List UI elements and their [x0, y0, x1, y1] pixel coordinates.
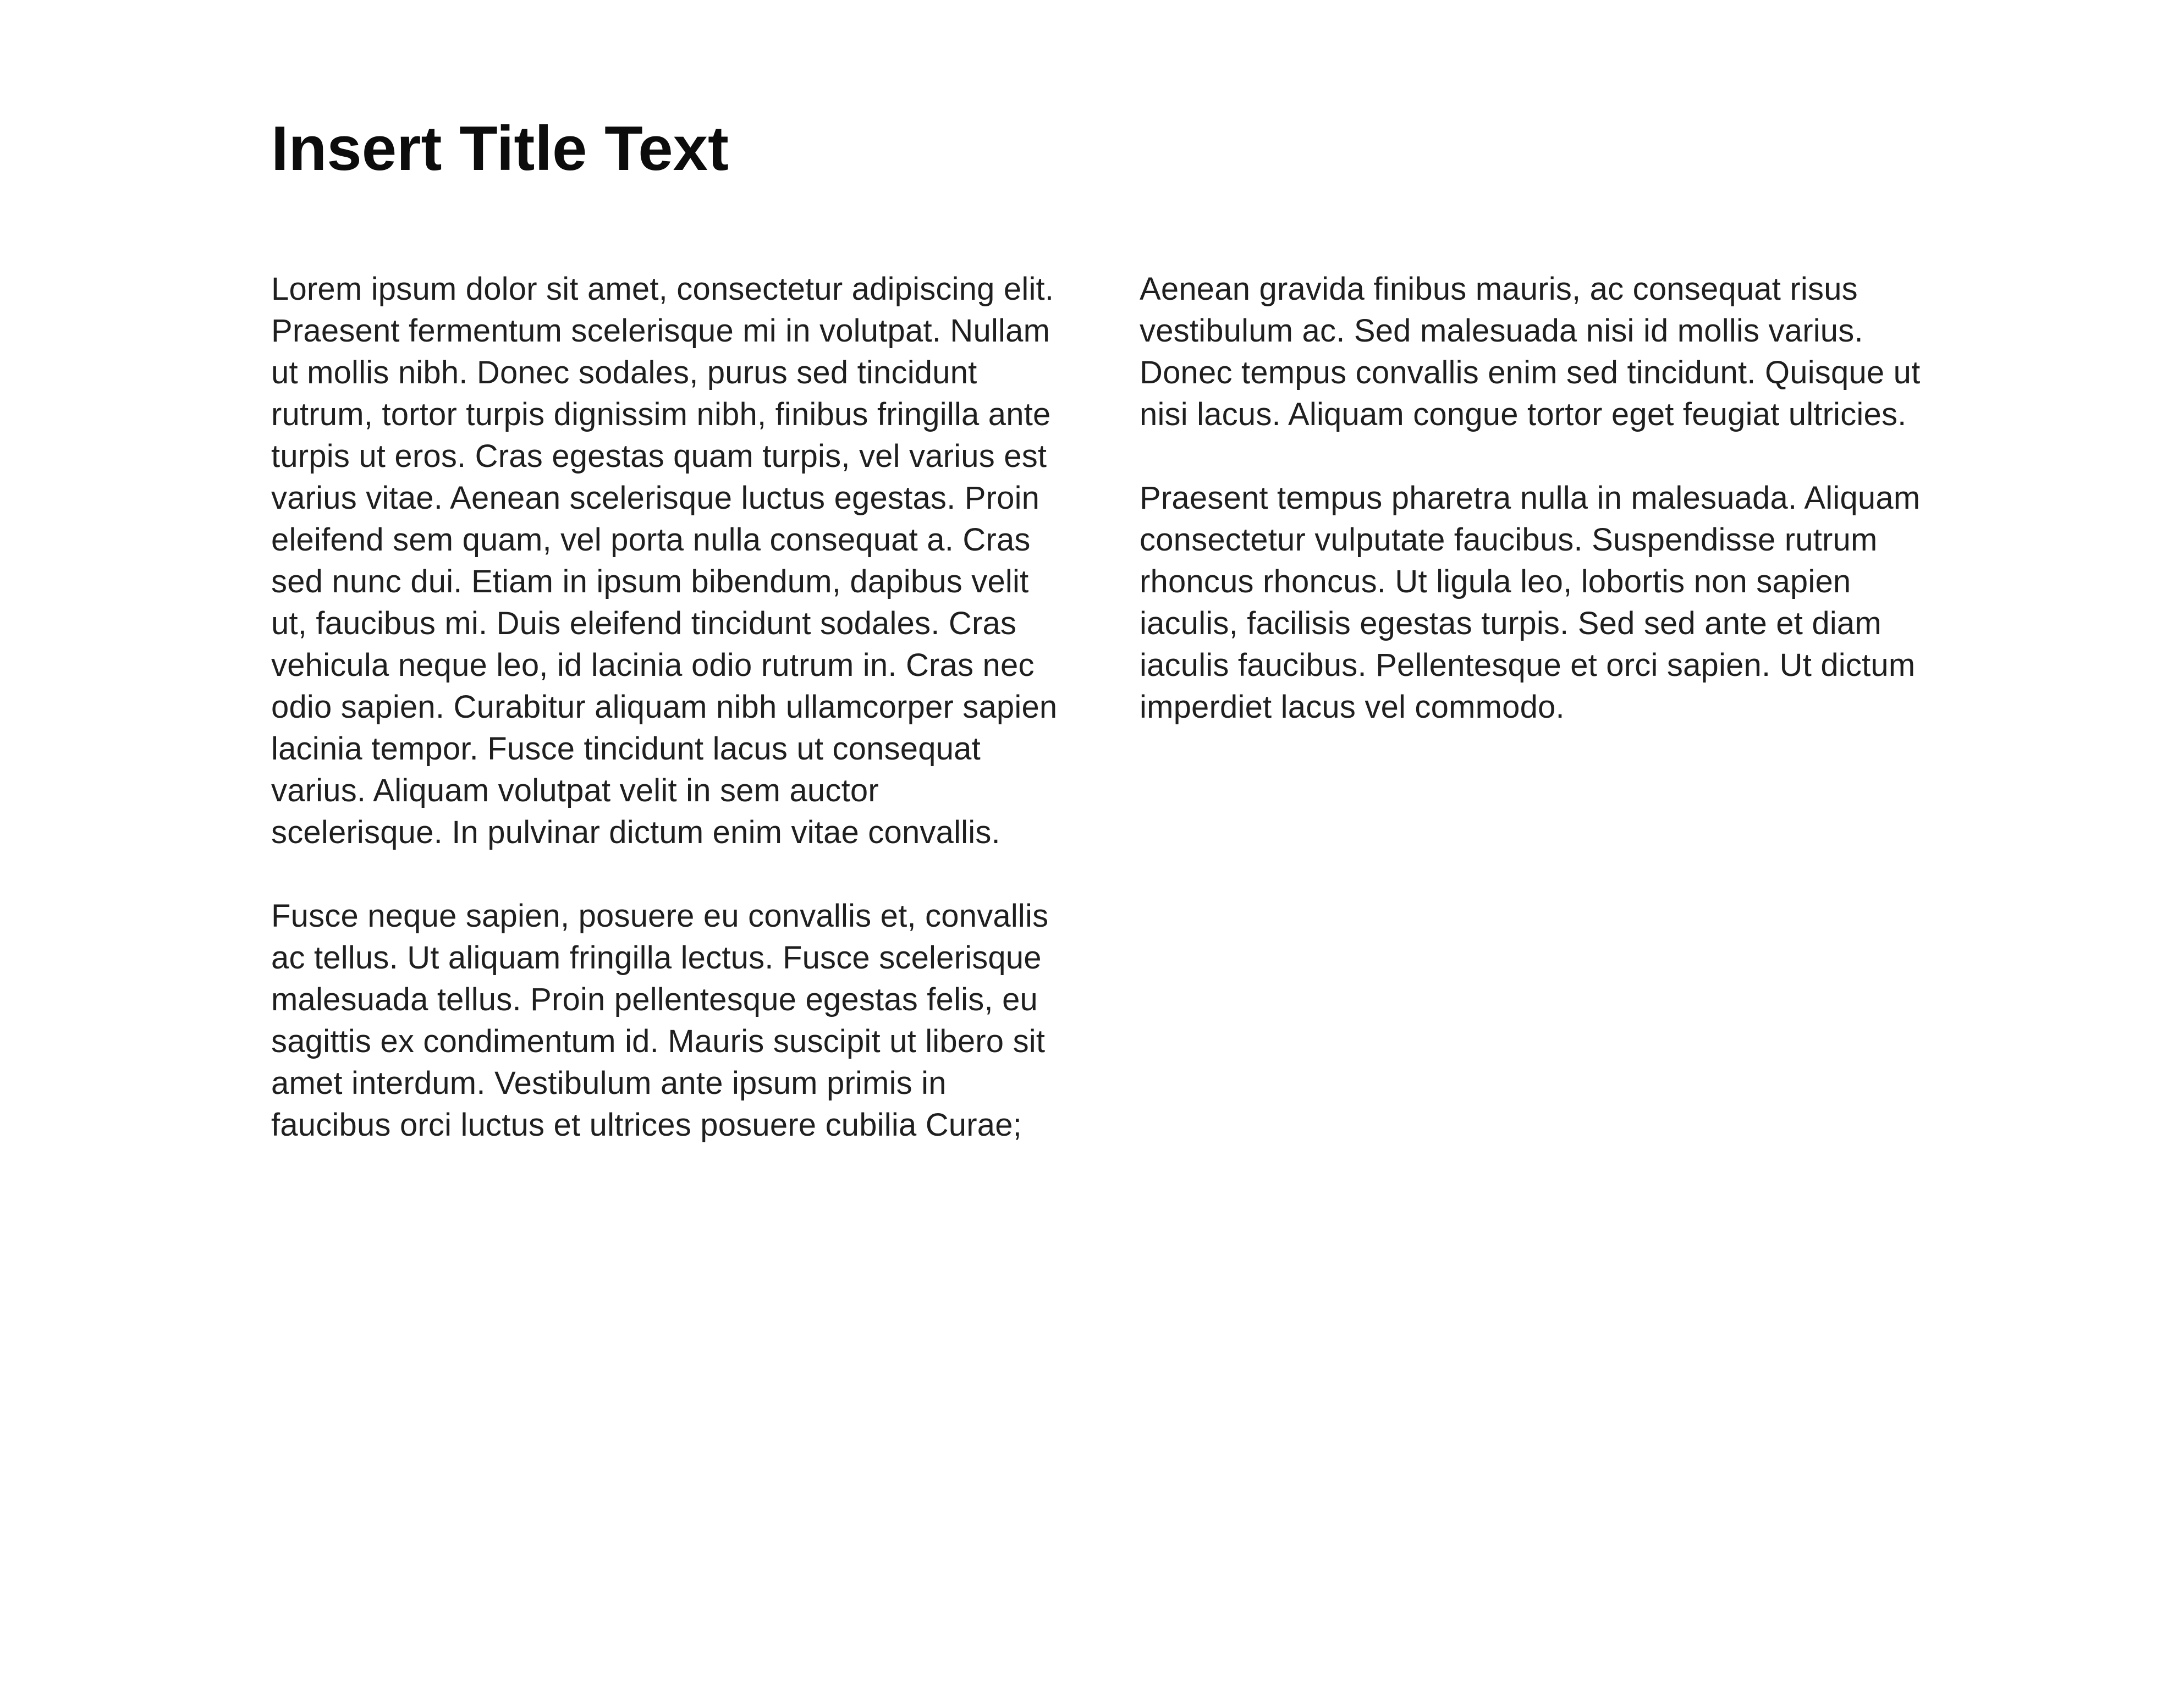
right-column: [1140, 268, 1927, 1146]
page-title: Insert Title Text: [271, 114, 729, 184]
text-columns: [271, 268, 1927, 1146]
paragraph: Praesent tempus pharetra nulla in malesuada. Aliquam consectetur vulputate faucibus. Suspendisse rutrum rhoncus rhoncus. Ut ligula leo, lobortis non sapien iaculis, facilisis egestas turpis. Sed sed ante et diam iaculis faucibus. Pellentesque et orci sapien. Ut dictum imperdiet lacus vel commodo.: [1140, 480, 1921, 725]
paragraph: Lorem ipsum dolor sit amet, consectetur adipiscing elit. Praesent fermentum scelerisque mi in volutpat. Nullam ut mollis nibh. Donec sodales, purus sed tincidunt rutrum, tortor turpis dignissim nibh, finibus fringilla ante turpis ut eros. Cras egestas quam turpis, vel varius est varius vitae. Aenean scelerisque luctus egestas. Proin eleifend sem quam, vel porta nulla consequat a. Cras sed nunc dui. Etiam in ipsum bibendum, dapibus velit ut, faucibus mi. Duis eleifend tincidunt sodales. Cras vehicula neque leo, id lacinia odio rutrum in. Cras nec odio sapien. Curabitur aliquam nibh ullamcorper sapien lacinia tempor. Fusce tincidunt lacus ut consequat varius. Aliquam volutpat velit in sem auctor scelerisque. In pulvinar dictum enim vitae convallis.: [271, 271, 1058, 850]
paragraph: Fusce neque sapien, posuere eu convallis et, convallis ac tellus. Ut aliquam fringilla lectus. Fusce scelerisque malesuada tellus. Proin pellentesque egestas felis, eu sagittis ex condimentum id. Mauris suscipit ut libero sit amet interdum. Vestibulum ante ipsum primis in faucibus orci luctus et ultrices posuere cubilia Curae;: [271, 898, 1049, 1143]
paragraph: Aenean gravida finibus mauris, ac consequat risus vestibulum ac. Sed malesuada nisi id mollis varius. Donec tempus convallis enim sed tincidunt. Quisque ut nisi lacus. Aliquam congue tortor eget feugiat ultricies.: [1140, 271, 1921, 432]
left-column: [271, 268, 1058, 1146]
